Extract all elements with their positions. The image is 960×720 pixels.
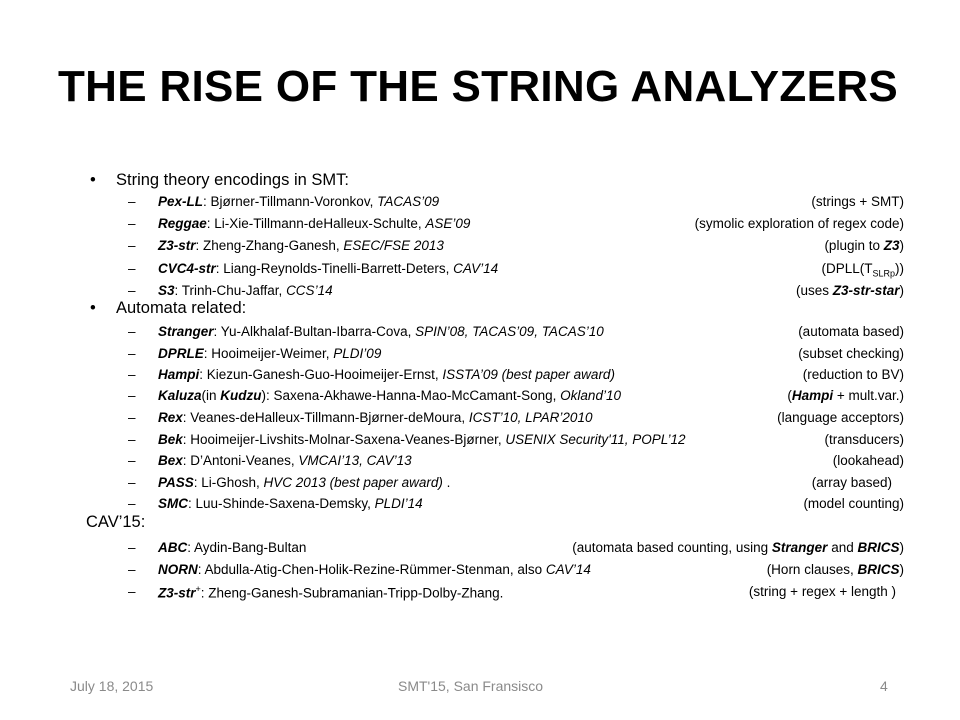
note: (Hampi + mult.var.)	[787, 388, 904, 403]
note: (automata based counting, using Stranger and BRICS)	[572, 540, 904, 555]
list-item	[128, 496, 904, 514]
tool-name: Z3-str	[158, 238, 196, 253]
tool-name: Reggae	[158, 216, 207, 231]
venue: Okland’10	[560, 388, 621, 403]
venue: ICST’10, LPAR’2010	[468, 410, 593, 425]
venue: TACAS’09	[377, 194, 440, 209]
dash: –	[128, 216, 136, 231]
tool-name: Rex	[158, 410, 183, 425]
authors: : Abdulla-Atig-Chen-Holik-Rezine-Rümmer-Stenman, also	[197, 562, 546, 577]
venue: SPIN’08, TACAS’09, TACAS’10	[415, 324, 604, 339]
authors: : Luu-Shinde-Saxena-Demsky,	[188, 496, 375, 511]
list-item: – Kaluza(in Kudzu): Saxena-Akhawe-Hanna-Mao-McCamant-Song, Okland’10 (Hampi + mult.var.)	[128, 388, 904, 403]
venue: ISSTA’09 (best paper award)	[442, 367, 615, 382]
note: (symolic exploration of regex code)	[694, 216, 904, 231]
section-heading: String theory encodings in SMT:	[116, 171, 349, 189]
note: (uses Z3-str-star)	[795, 283, 904, 298]
authors: : Hooimeijer-Weimer,	[203, 346, 334, 361]
note: (subset checking)	[798, 346, 904, 361]
authors: : D’Antoni-Veanes,	[182, 453, 299, 468]
tool-name: Hampi	[158, 367, 200, 382]
note: (transducers)	[824, 432, 904, 447]
tool-name: Pex-LL	[158, 194, 204, 209]
list-item	[128, 562, 904, 580]
venue: PLDI’14	[374, 496, 423, 511]
dash: –	[128, 238, 136, 253]
authors: : Zheng-Zhang-Ganesh,	[195, 238, 344, 253]
section-heading-cav15: CAV’15:	[86, 513, 146, 531]
authors: : Yu-Alkhalaf-Bultan-Ibarra-Cova,	[213, 324, 416, 339]
dash: –	[128, 562, 136, 577]
authors: : Liang-Reynolds-Tinelli-Barrett-Deters,	[215, 261, 454, 276]
venue: VMCAI’13, CAV’13	[298, 453, 412, 468]
bullet-string-theory	[90, 171, 349, 190]
tool-name: Bek	[158, 432, 183, 447]
authors: : Li-Xie-Tillmann-deHalleux-Schulte,	[206, 216, 426, 231]
list-item	[128, 346, 904, 364]
dash: –	[128, 346, 136, 361]
authors: : Hooimeijer-Livshits-Molnar-Saxena-Veanes-Bjørner,	[182, 432, 506, 447]
list-item: – PASS: Li-Ghosh, HVC 2013 (best paper award) . (array based)	[128, 475, 892, 490]
note: (model counting)	[803, 496, 904, 511]
list-item	[128, 324, 904, 342]
note: (automata based)	[798, 324, 904, 339]
authors: : Aydin-Bang-Bultan	[187, 540, 307, 555]
dash: –	[128, 194, 136, 209]
list-item	[128, 261, 904, 279]
venue: CCS’14	[286, 283, 333, 298]
note: $(DPLL(T_{SLRp}))$	[821, 261, 904, 279]
dash: –	[128, 475, 136, 490]
bullet-dot: •	[90, 171, 96, 189]
venue: ESEC/FSE 2013	[343, 238, 444, 253]
list-item	[128, 410, 904, 428]
venue: HVC 2013 (best paper award)	[263, 475, 443, 490]
list-item	[128, 367, 904, 385]
authors: : Li-Ghosh,	[193, 475, 264, 490]
footer-date: July 18, 2015	[70, 678, 154, 694]
section-heading: Automata related:	[116, 299, 247, 317]
note: (language acceptors)	[777, 410, 904, 425]
dash: –	[128, 324, 136, 339]
note: (Horn clauses, BRICS)	[766, 562, 904, 577]
tool-name: DPRLE	[158, 346, 204, 361]
authors: : Saxena-Akhawe-Hanna-Mao-McCamant-Song,	[266, 388, 561, 403]
bullet-automata	[90, 299, 247, 318]
dash: –	[128, 540, 136, 555]
list-item	[128, 453, 904, 471]
venue: PLDI’09	[333, 346, 382, 361]
note: (array based)	[811, 475, 892, 490]
dash: –	[128, 584, 136, 599]
slide-title: THE RISE OF THE STRING ANALYZERS	[58, 62, 898, 111]
tool-name: Stranger	[158, 324, 214, 339]
dash: –	[128, 283, 136, 298]
note: (reduction to BV)	[802, 367, 904, 382]
note: (strings + SMT)	[811, 194, 904, 209]
tool-name: NORN	[158, 562, 198, 577]
tool-name: CVC4-str	[158, 261, 216, 276]
tool-name: Bex	[158, 453, 183, 468]
list-item	[128, 216, 904, 234]
list-item	[128, 432, 904, 450]
dash: –	[128, 367, 136, 382]
authors: : Bjørner-Tillmann-Voronkov,	[203, 194, 378, 209]
tool-name: Kaluza	[158, 388, 202, 403]
authors: : Veanes-deHalleux-Tillmann-Bjørner-deMoura,	[182, 410, 469, 425]
list-item: – Z3-str+: Zheng-Ganesh-Subramanian-Tripp-Dolby-Zhang. (string + regex + length )	[128, 584, 896, 601]
dash: –	[128, 432, 136, 447]
authors: : Zheng-Ganesh-Subramanian-Tripp-Dolby-Zhang.	[200, 585, 504, 601]
dash: –	[128, 496, 136, 511]
venue: CAV’14	[545, 562, 591, 577]
tool-name: ABC	[158, 540, 188, 555]
list-item	[128, 540, 904, 558]
footer-page-number: 4	[880, 678, 888, 694]
dash: –	[128, 388, 136, 403]
dash: –	[128, 410, 136, 425]
footer-venue: SMT'15, San Fransisco	[398, 678, 544, 694]
tool-name: Z3-str	[158, 585, 196, 601]
venue: ASE’09	[425, 216, 471, 231]
bullet-dot: •	[90, 299, 96, 317]
tool-name: SMC	[158, 496, 188, 511]
venue: USENIX Security'11, POPL’12	[505, 432, 686, 447]
venue: CAV’14	[453, 261, 499, 276]
note: (string + regex + length )	[748, 584, 896, 599]
tool-name: S3	[158, 283, 175, 298]
note: (lookahead)	[832, 453, 904, 468]
list-item	[128, 194, 904, 212]
dash: –	[128, 453, 136, 468]
note: (plugin to Z3)	[824, 238, 904, 253]
list-item	[128, 238, 904, 256]
authors: : Kiezun-Ganesh-Guo-Hooimeijer-Ernst,	[199, 367, 443, 382]
tool-name: PASS	[158, 475, 194, 490]
dash: –	[128, 261, 136, 276]
authors: : Trinh-Chu-Jaffar,	[174, 283, 287, 298]
